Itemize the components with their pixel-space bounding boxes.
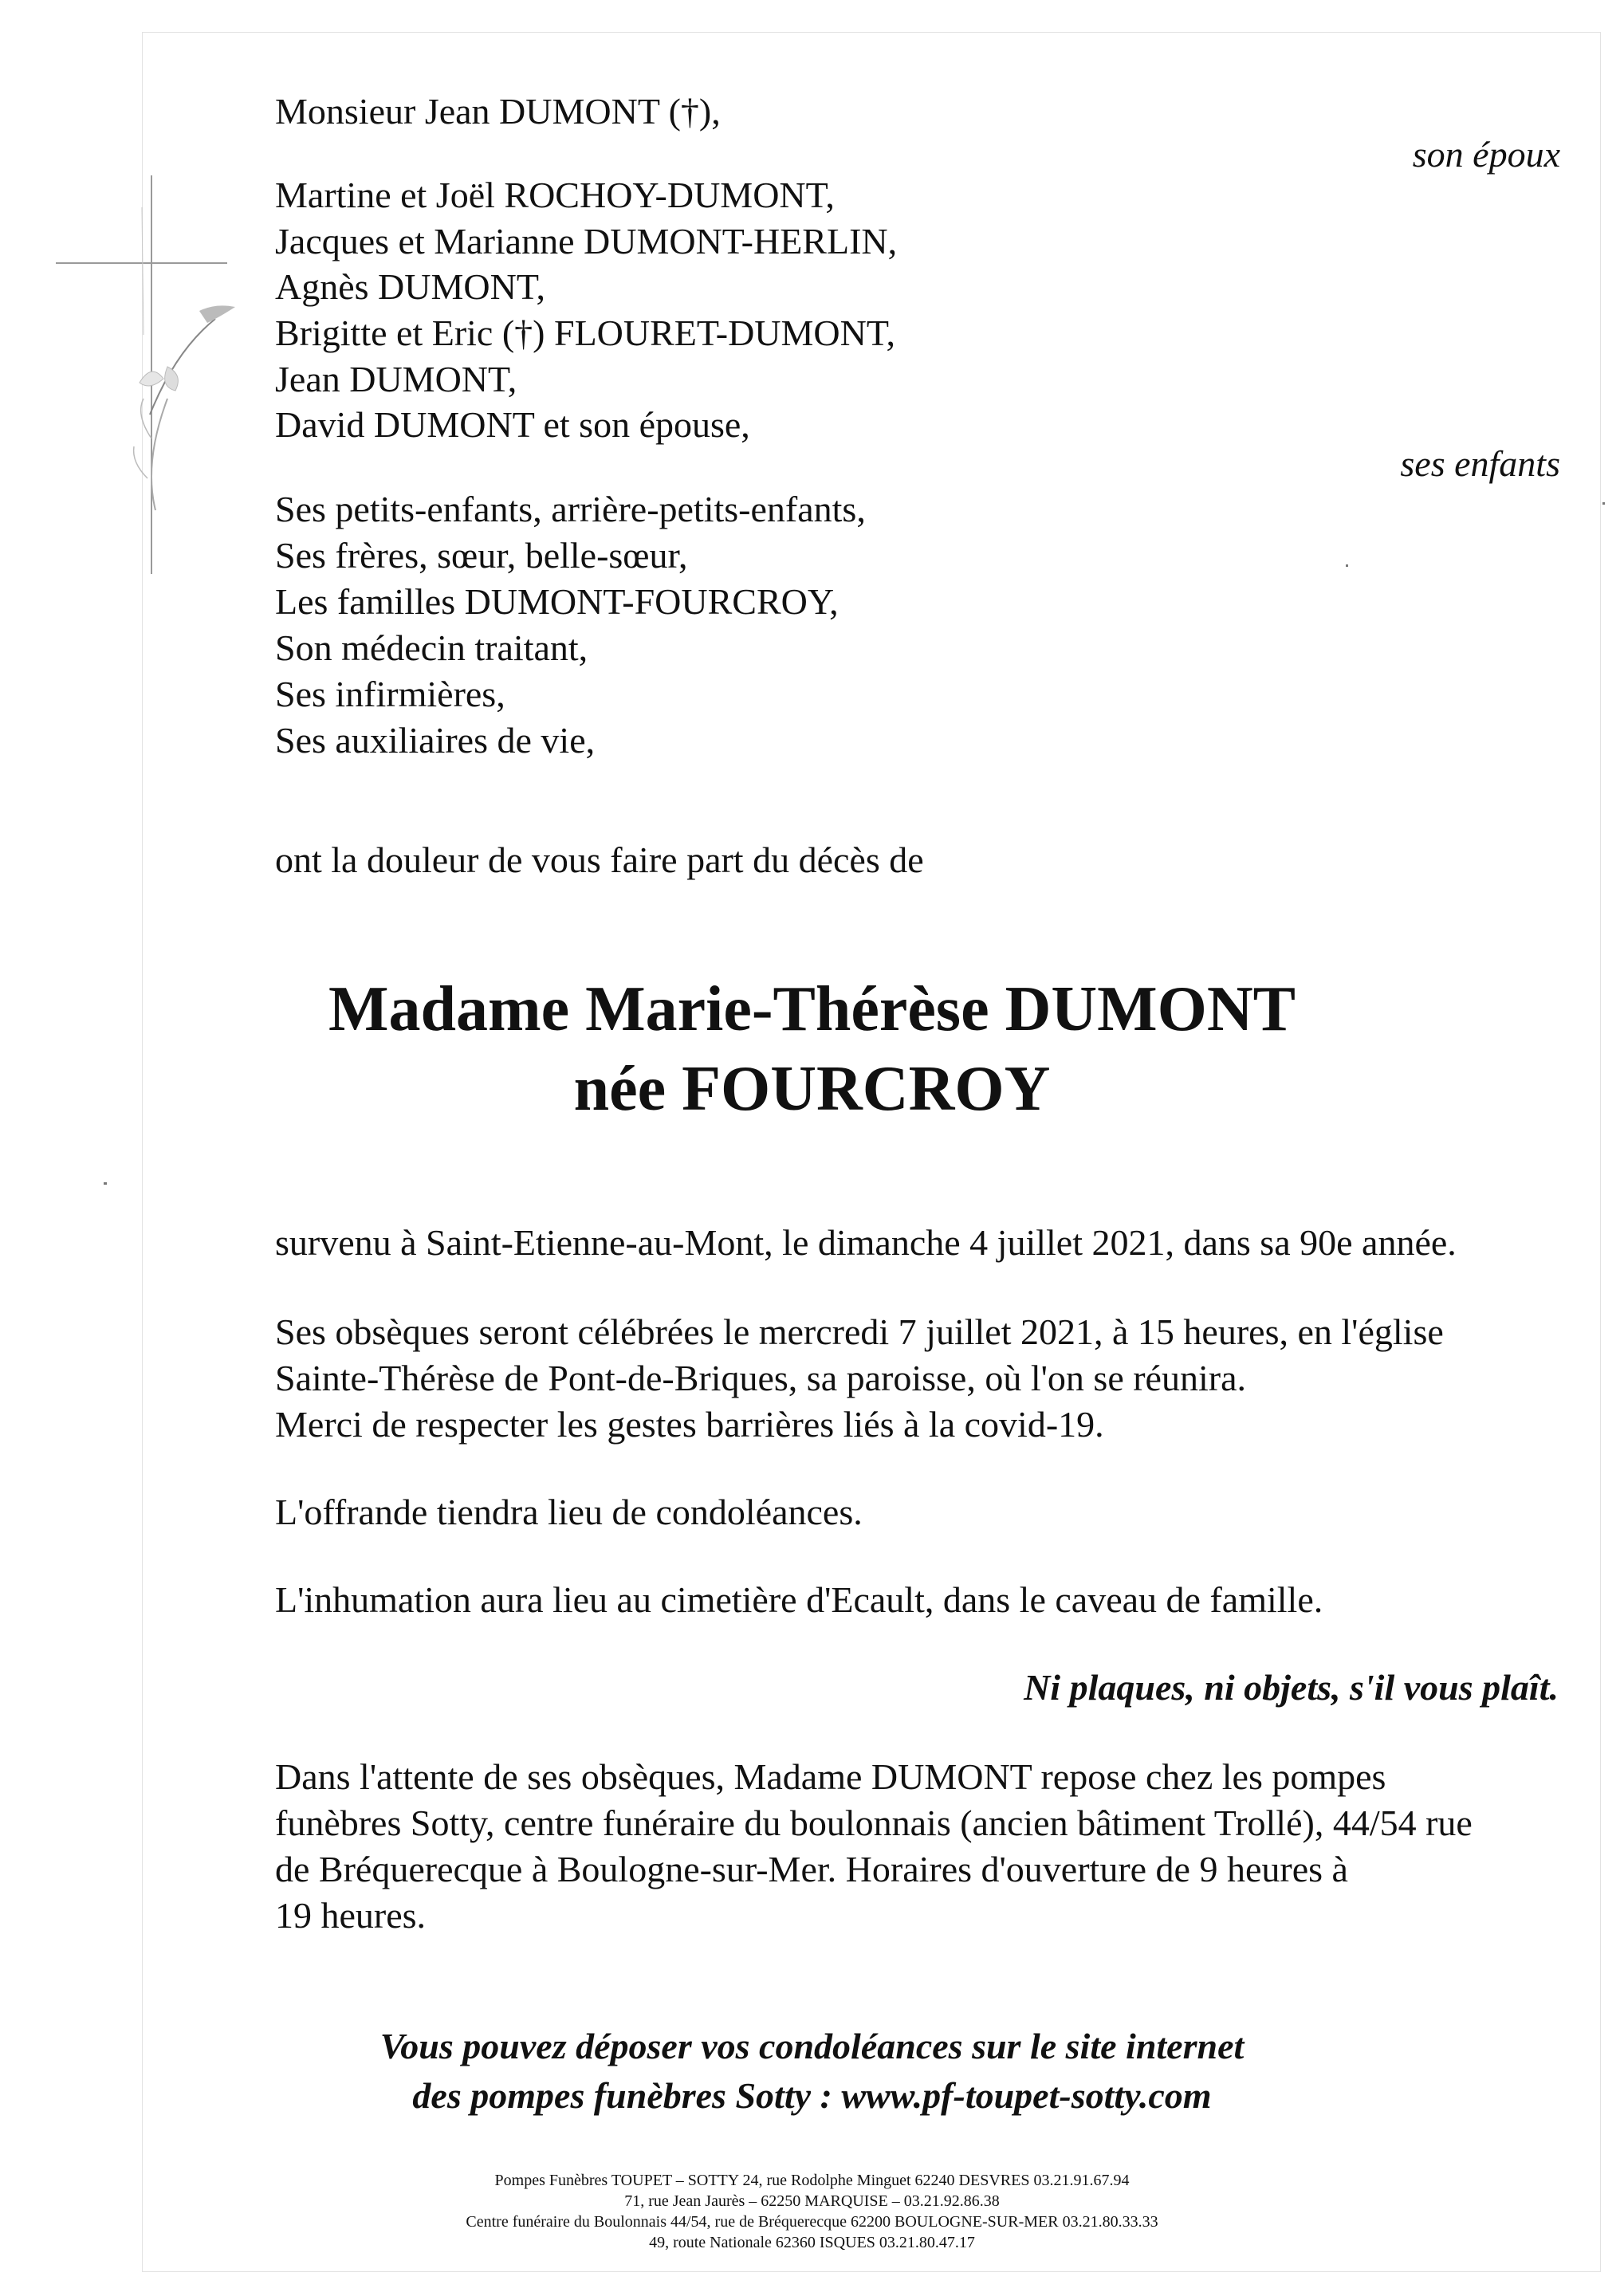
rest-line: Dans l'attente de ses obsèques, Madame DUMONT repose chez les pompes	[275, 1756, 1386, 1797]
label-spouse: son époux	[1412, 134, 1560, 175]
offering-paragraph: L'offrande tiendra lieu de condoléances.	[275, 1492, 863, 1532]
burial-paragraph: L'inhumation aura lieu au cimetière d'Ecault, dans le caveau de famille.	[275, 1579, 1323, 1620]
announcement-text: ont la douleur de vous faire part du décès de	[275, 839, 924, 880]
covid-notice: Merci de respecter les gestes barrières liés à la covid-19.	[275, 1404, 1104, 1445]
scan-speck	[1346, 564, 1348, 567]
family-line: Jacques et Marianne DUMONT-HERLIN,	[275, 221, 898, 261]
family-line: Agnès DUMONT,	[275, 266, 546, 307]
family-line: Ses petits-enfants, arrière-petits-enfants,	[275, 489, 866, 529]
scan-speck	[1602, 502, 1605, 505]
no-plaques-notice: Ni plaques, ni objets, s'il vous plaît.	[1024, 1667, 1559, 1708]
label-children: ses enfants	[1400, 443, 1560, 484]
funeral-line: Ses obsèques seront célébrées le mercredi 7 juillet 2021, à 15 heures, en l'église	[275, 1311, 1444, 1352]
family-line: Les familles DUMONT-FOURCROY,	[275, 581, 839, 622]
death-paragraph: survenu à Saint-Etienne-au-Mont, le dimanche 4 juillet 2021, dans sa 90e année.	[275, 1222, 1457, 1263]
family-line: Monsieur Jean DUMONT (†),	[275, 91, 721, 132]
family-line: Jean DUMONT,	[275, 359, 517, 399]
condolences-line: Vous pouvez déposer vos condoléances sur le site internet	[379, 2026, 1245, 2066]
family-line: Son médecin traitant,	[275, 627, 588, 668]
condolences-website-line: des pompes funèbres Sotty : www.pf-toupet-sotty.com	[412, 2075, 1212, 2116]
deceased-maiden-name: née FOURCROY	[573, 1054, 1051, 1124]
footer-line: Pompes Funèbres TOUPET – SOTTY 24, rue Rodolphe Minguet 62240 DESVRES 03.21.91.67.94	[494, 2172, 1130, 2189]
family-line: Ses auxiliaires de vie,	[275, 720, 596, 761]
rest-line: funèbres Sotty, centre funéraire du boulonnais (ancien bâtiment Trollé), 44/54 rue	[275, 1803, 1473, 1843]
footer-line: 71, rue Jean Jaurès – 62250 MARQUISE – 03.21.92.86.38	[624, 2192, 1000, 2210]
family-line: Ses frères, sœur, belle-sœur,	[275, 535, 688, 576]
family-line: David DUMONT et son épouse,	[275, 404, 750, 445]
cross-with-lily-icon	[56, 175, 239, 606]
family-line: Martine et Joël ROCHOY-DUMONT,	[275, 175, 835, 215]
rest-line: 19 heures.	[275, 1895, 427, 1936]
footer-line: 49, route Nationale 62360 ISQUES 03.21.80.47.17	[649, 2234, 975, 2251]
family-line: Ses infirmières,	[275, 674, 505, 714]
funeral-line: Sainte-Thérèse de Pont-de-Briques, sa paroisse, où l'on se réunira.	[275, 1358, 1246, 1398]
family-line: Brigitte et Eric (†) FLOURET-DUMONT,	[275, 313, 896, 353]
footer-line: Centre funéraire du Boulonnais 44/54, rue de Bréquerecque 62200 BOULOGNE-SUR-MER 03.21.80.33.33	[466, 2213, 1158, 2231]
scan-speck	[104, 1182, 107, 1185]
rest-line: de Bréquerecque à Boulogne-sur-Mer. Horaires d'ouverture de 9 heures à	[275, 1849, 1348, 1889]
deceased-name: Madame Marie-Thérèse DUMONT	[328, 974, 1296, 1044]
